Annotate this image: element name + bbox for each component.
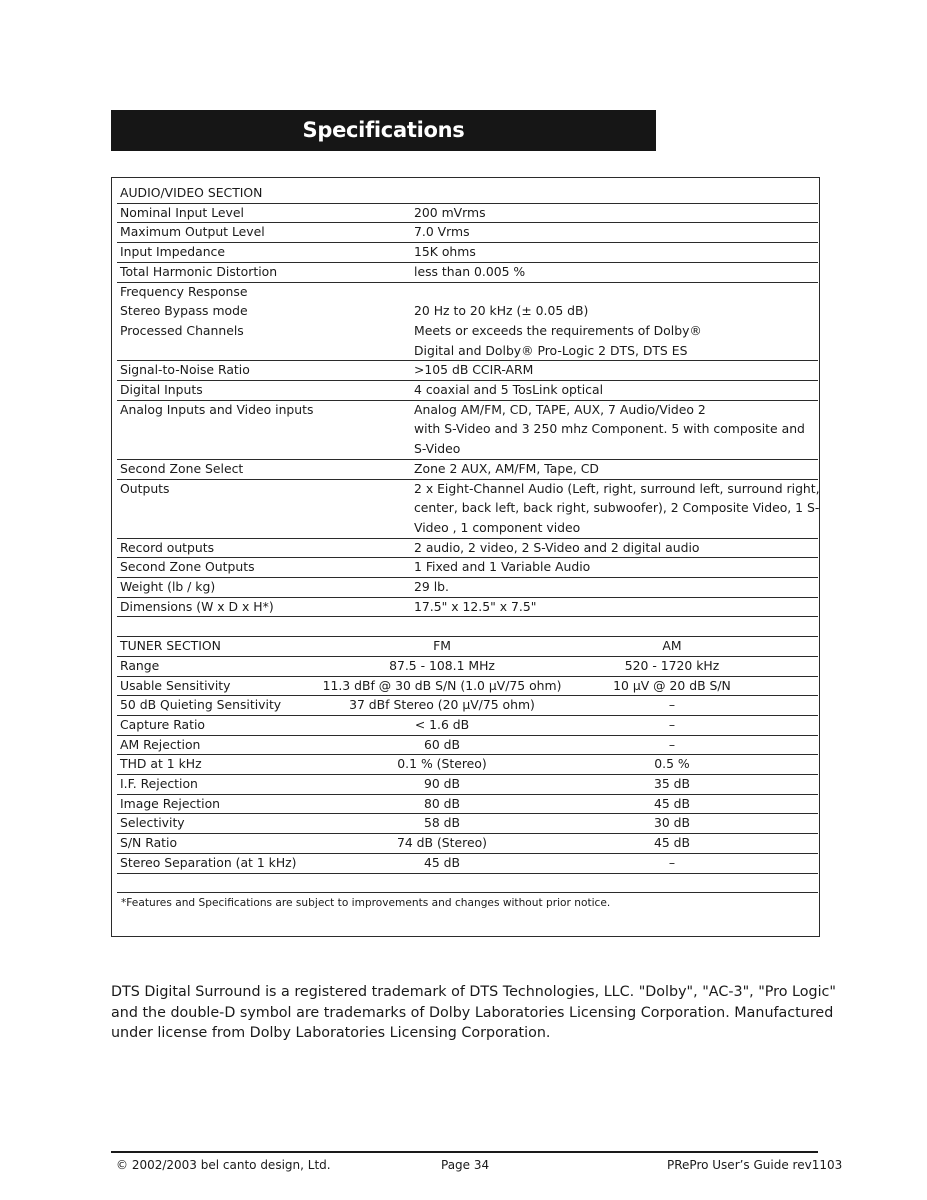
spec-value: 17.5" x 12.5" x 7.5": [414, 598, 537, 614]
spec-value: 20 Hz to 20 kHz (± 0.05 dB): [414, 303, 589, 319]
spec-value: 4 coaxial and 5 TosLink optical: [414, 382, 604, 397]
spec-value: >105 dB CCIR-ARM: [414, 362, 534, 378]
spec-value: Digital and Dolby® Pro-Logic 2 DTS, DTS ES: [414, 342, 688, 358]
spec-label: Second Zone Select: [120, 460, 244, 476]
tuner-fm-value: 37 dBf Stereo (20 µV/75 ohm): [349, 697, 535, 713]
footer-divider: [111, 1151, 818, 1153]
row-divider: [117, 577, 818, 578]
footer-guide-title: PRePro User’s Guide rev1103: [667, 1158, 843, 1172]
tuner-fm-value: 74 dB (Stereo): [396, 835, 488, 851]
footer-copyright: © 2002/2003 bel canto design, Ltd.: [116, 1158, 331, 1172]
tuner-fm-value: 60 dB: [423, 736, 461, 752]
tuner-am-value: –: [668, 716, 676, 732]
tuner-fm-value: < 1.6 dB: [414, 716, 470, 732]
row-divider: [117, 873, 818, 874]
spec-label: Weight (lb / kg): [120, 579, 216, 594]
tuner-am-value: 45 dB: [653, 835, 691, 851]
tuner-label: Usable Sensitivity: [120, 677, 231, 693]
tuner-section-title: TUNER SECTION: [120, 638, 221, 654]
tuner-am-value: 0.5 %: [654, 756, 690, 772]
tuner-label: AM Rejection: [120, 736, 201, 752]
tuner-label: 50 dB Quieting Sensitivity: [120, 697, 282, 713]
spec-value: Zone 2 AUX, AM/FM, Tape, CD: [414, 460, 599, 476]
tuner-label: Image Rejection: [120, 795, 221, 811]
tuner-label: S/N Ratio: [120, 835, 178, 851]
tuner-fm-value: 87.5 - 108.1 MHz: [389, 657, 495, 673]
spec-label: Record outputs: [120, 539, 215, 555]
spec-value: S-Video: [414, 441, 461, 457]
row-divider: [117, 892, 818, 893]
spec-sub-label: Processed Channels: [120, 322, 244, 338]
spec-label: Frequency Response: [120, 283, 248, 299]
tuner-am-value: 30 dB: [653, 815, 691, 831]
tuner-label: I.F. Rejection: [120, 776, 198, 791]
trademark-line: DTS Digital Surround is a registered trademark of DTS Technologies, LLC. "Dolby", "AC-3", "Pro Logic": [111, 984, 836, 1000]
tuner-am-header: AM: [662, 638, 682, 654]
tuner-fm-value: 90 dB: [423, 776, 461, 791]
spec-sub-label: Stereo Bypass mode: [120, 303, 248, 319]
tuner-label: Selectivity: [120, 815, 185, 831]
tuner-label: THD at 1 kHz: [120, 756, 202, 772]
tuner-am-value: 35 dB: [653, 776, 691, 791]
spec-label: Outputs: [120, 480, 170, 496]
spec-value: Meets or exceeds the requirements of Dolby®: [414, 322, 702, 338]
spec-label: Total Harmonic Distortion: [120, 263, 278, 279]
disclaimer-note: *Features and Specifications are subject to improvements and changes without prior notice.: [121, 897, 611, 909]
spec-value: 29 lb.: [414, 579, 449, 594]
spec-label: Analog Inputs and Video inputs: [120, 401, 314, 417]
tuner-fm-header: FM: [433, 638, 451, 654]
tuner-fm-value: 11.3 dBf @ 30 dB S/N (1.0 µV/75 ohm): [322, 677, 562, 693]
spec-label: Second Zone Outputs: [120, 559, 255, 575]
spec-label: Digital Inputs: [120, 382, 203, 397]
tuner-am-value: –: [668, 736, 676, 752]
tuner-fm-value: 80 dB: [423, 795, 461, 811]
spec-label: Input Impedance: [120, 244, 225, 260]
specifications-table: [111, 177, 820, 937]
trademark-paragraph: [111, 982, 836, 1044]
tuner-fm-value: 58 dB: [423, 815, 461, 831]
tuner-am-value: –: [668, 854, 676, 870]
tuner-label: Capture Ratio: [120, 716, 206, 732]
spec-value: 2 audio, 2 video, 2 S-Video and 2 digital audio: [414, 539, 700, 555]
spec-value: Video , 1 component video: [414, 519, 581, 535]
spec-value: 2 x Eight-Channel Audio (Left, right, surround left, surround right,: [414, 480, 820, 496]
spec-value: with S-Video and 3 250 mhz Component. 5 with composite and: [414, 421, 805, 437]
spec-label: Maximum Output Level: [120, 224, 265, 240]
row-divider: [117, 616, 818, 617]
tuner-am-value: 10 µV @ 20 dB S/N: [613, 677, 731, 693]
tuner-am-value: –: [668, 697, 676, 713]
tuner-label: Stereo Separation (at 1 kHz): [120, 854, 297, 870]
spec-value: 200 mVrms: [414, 204, 486, 220]
tuner-am-value: 45 dB: [653, 795, 691, 811]
trademark-line: under license from Dolby Laboratories Licensing Corporation.: [111, 1025, 551, 1041]
tuner-label: Range: [120, 657, 160, 673]
audio-video-section-title: AUDIO/VIDEO SECTION: [120, 185, 263, 200]
spec-value: 7.0 Vrms: [414, 224, 470, 240]
tuner-fm-value: 0.1 % (Stereo): [397, 756, 487, 772]
tuner-fm-value: 45 dB: [423, 854, 461, 870]
spec-value: Analog AM/FM, CD, TAPE, AUX, 7 Audio/Video 2: [414, 401, 706, 417]
spec-label: Dimensions (W x D x H*): [120, 598, 274, 614]
spec-label: Nominal Input Level: [120, 204, 244, 220]
spec-value: less than 0.005 %: [414, 263, 526, 279]
trademark-line: and the double-D symbol are trademarks of Dolby Laboratories Licensing Corporation. Manufactured: [111, 1004, 834, 1021]
spec-value: center, back left, back right, subwoofer), 2 Composite Video, 1 S-: [414, 500, 820, 516]
spec-value: 15K ohms: [414, 244, 476, 260]
spec-value: 1 Fixed and 1 Variable Audio: [414, 559, 591, 575]
spec-label: Signal-to-Noise Ratio: [120, 362, 250, 378]
page-title: Specifications: [111, 110, 656, 151]
footer-page-number: Page 34: [441, 1158, 490, 1172]
tuner-am-value: 520 - 1720 kHz: [624, 657, 720, 673]
